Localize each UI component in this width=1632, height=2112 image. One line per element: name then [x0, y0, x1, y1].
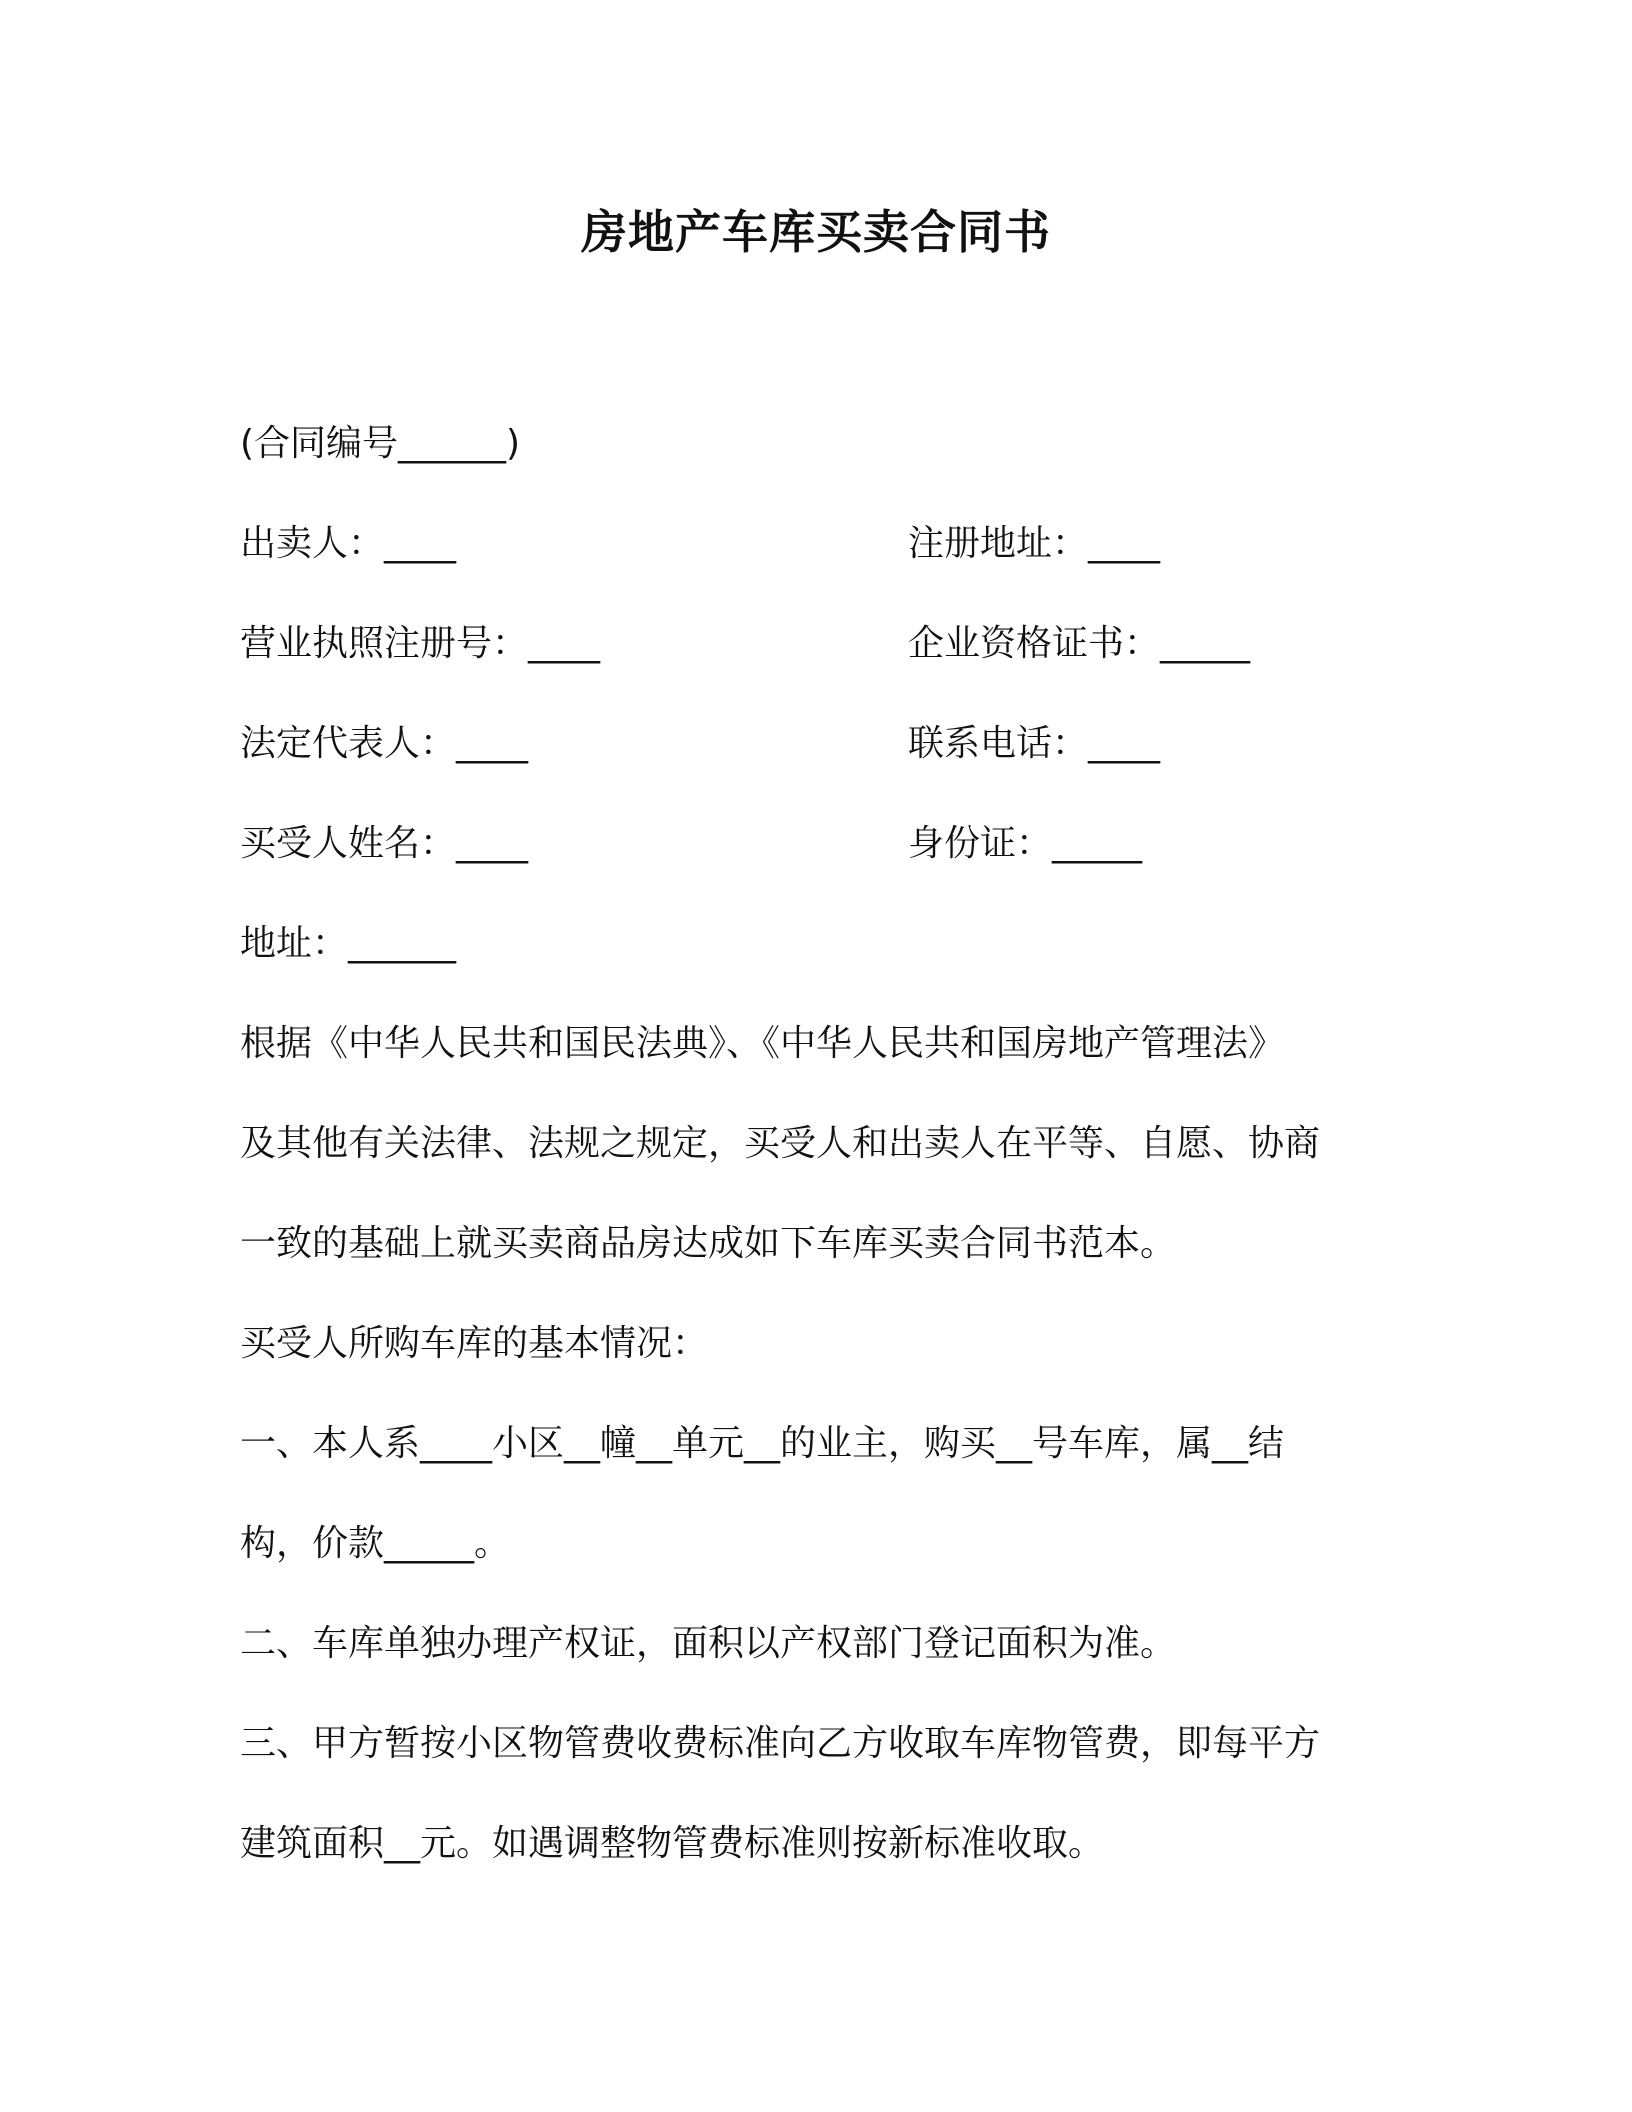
document-title: 房地产车库买卖合同书 [581, 205, 1051, 259]
field-legal-rep: 法定代表人：____ [240, 723, 529, 764]
field-address: 地址：______ [240, 923, 457, 964]
item-3-line-2: 建筑面积__元。如遇调整物管费标准则按新标准收取。 [240, 1823, 1105, 1864]
field-seller: 出卖人：____ [240, 523, 457, 564]
item-3-line-1: 三、甲方暂按小区物管费收费标准向乙方收取车库物管费，即每平方 [240, 1723, 1321, 1764]
intro-line-2: 及其他有关法律、法规之规定，买受人和出卖人在平等、自愿、协商 [240, 1123, 1321, 1164]
intro-line-3: 一致的基础上就买卖商品房达成如下车库买卖合同书范本。 [240, 1223, 1177, 1264]
item-2: 二、车库单独办理产权证，面积以产权部门登记面积为准。 [240, 1623, 1177, 1664]
field-buyer-name: 买受人姓名：____ [240, 823, 529, 864]
item-1-line-2: 构，价款_____。 [240, 1523, 511, 1564]
contract-number: (合同编号______) [240, 423, 521, 464]
basic-info-heading: 买受人所购车库的基本情况： [240, 1323, 709, 1364]
item-1-line-1: 一、本人系____小区__幢__单元__的业主，购买__号车库，属__结 [240, 1423, 1285, 1464]
field-registered-address: 注册地址：____ [908, 523, 1161, 564]
field-phone: 联系电话：____ [908, 723, 1161, 764]
intro-line-1: 根据《中华人民共和国民法典》、《中华人民共和国房地产管理法》 [240, 1023, 1285, 1064]
field-qualification-cert: 企业资格证书：_____ [908, 623, 1251, 664]
field-license-no: 营业执照注册号：____ [240, 623, 601, 664]
field-id-card: 身份证：_____ [908, 823, 1143, 864]
